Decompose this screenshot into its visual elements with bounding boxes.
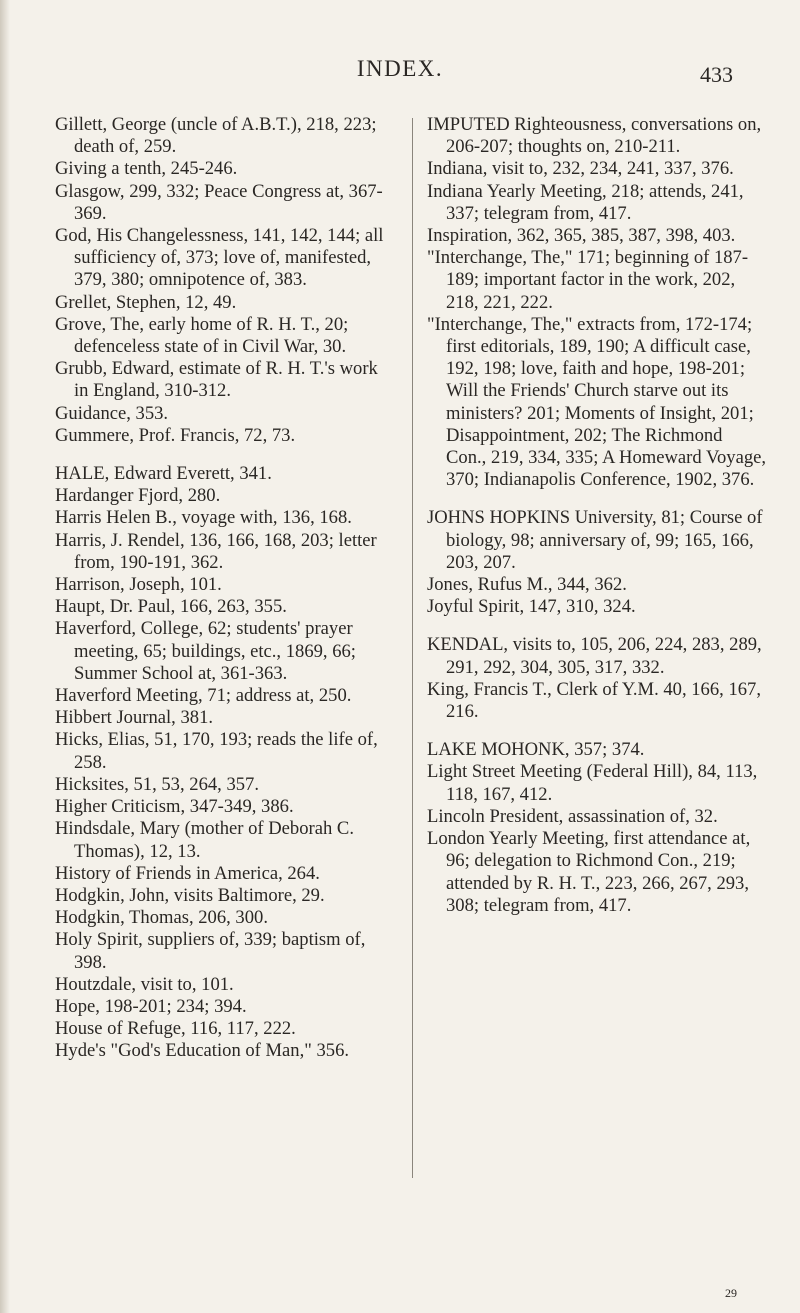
index-entry: Hicksites, 51, 53, 264, 357.	[55, 773, 260, 795]
index-entry: Haverford, College, 62; students' prayer meeting, 65; buildings, etc., 1869, 66; Summer School at, 361-363.	[55, 618, 356, 684]
index-entry: Indiana, visit to, 232, 234, 241, 337, 376.	[427, 158, 734, 180]
binding-gutter	[0, 0, 10, 1313]
left-column	[55, 114, 395, 1063]
index-entry: LAKE MOHONK, 357; 374.	[427, 739, 645, 761]
index-entry: Harrison, Joseph, 101.	[55, 574, 222, 596]
index-entry: Hope, 198-201; 234; 394.	[55, 995, 247, 1017]
index-entry: KENDAL, visits to, 105, 206, 224, 283, 289, 291, 292, 304, 305, 317, 332.	[427, 634, 762, 678]
index-entry: Hodgkin, John, visits Baltimore, 29.	[55, 884, 325, 906]
index-entry: Giving a tenth, 245-246.	[55, 158, 238, 180]
index-entry: History of Friends in America, 264.	[55, 862, 320, 884]
index-entry: Indiana Yearly Meeting, 218; attends, 241, 337; telegram from, 417.	[427, 180, 744, 224]
page-title: INDEX.	[356, 56, 444, 81]
index-entry: JOHNS HOPKINS University, 81; Course of biology, 98; anniversary of, 99; 165, 166, 203, 207.	[427, 507, 763, 573]
index-entry: Gummere, Prof. Francis, 72, 73.	[55, 424, 296, 446]
right-column	[427, 114, 767, 917]
index-entry: House of Refuge, 116, 117, 222.	[55, 1018, 296, 1040]
index-entry: King, Francis T., Clerk of Y.M. 40, 166, 167, 216.	[427, 678, 761, 723]
index-entry: Grove, The, early home of R. H. T., 20; defenceless state of in Civil War, 30.	[55, 313, 349, 358]
index-entry: Jones, Rufus M., 344, 362.	[427, 574, 627, 596]
index-entry: God, His Changelessness, 141, 142, 144; all sufficiency of, 373; love of, manifested, 379, 380; omnipotence of, 383.	[55, 225, 384, 291]
index-entry: HALE, Edward Everett, 341.	[55, 463, 272, 485]
index-entry: Hyde's "God's Education of Man," 356.	[55, 1040, 350, 1062]
index-entry: Joyful Spirit, 147, 310, 324.	[427, 596, 636, 618]
page-number: 433	[700, 62, 733, 87]
index-entry: "Interchange, The," 171; beginning of 187-189; important factor in the work, 202, 218, 221, 222.	[427, 247, 749, 313]
index-entry: Harris, J. Rendel, 136, 166, 168, 203; letter from, 190-191, 362.	[55, 529, 377, 573]
index-entry: Houtzdale, visit to, 101.	[55, 973, 234, 995]
index-entry: Haverford Meeting, 71; address at, 250.	[55, 685, 352, 707]
index-entry: Hodgkin, Thomas, 206, 300.	[55, 907, 268, 929]
index-entry: Harris Helen B., voyage with, 136, 168.	[55, 507, 352, 529]
index-entry: Hindsdale, Mary (mother of Deborah C. Thomas), 12, 13.	[55, 818, 354, 862]
index-entry: Holy Spirit, suppliers of, 339; baptism of, 398.	[55, 929, 366, 973]
index-entry: Guidance, 353.	[55, 402, 169, 424]
index-entry: Glasgow, 299, 332; Peace Congress at, 367-369.	[55, 180, 383, 224]
index-entry: Hicks, Elias, 51, 170, 193; reads the life of, 258.	[55, 729, 378, 773]
index-entry: Light Street Meeting (Federal Hill), 84, 113, 118, 167, 412.	[427, 761, 758, 805]
index-entry: Haupt, Dr. Paul, 166, 263, 355.	[55, 596, 287, 618]
index-entry: Gillett, George (uncle of A.B.T.), 218, 223; death of, 259.	[55, 114, 377, 158]
index-entry: "Interchange, The," extracts from, 172-174; first editorials, 189, 190; A difficult case, 192, 198; love, faith and hope, 198-201; Will the Friends' Church starve out its ministers? 201; Moments of Insight, 201; Disappointment, 202; The Richmond Con., 219, 334, 335; A Homeward Voyage, 370; Indianapolis Conference, 1902, 376.	[427, 313, 767, 491]
column-divider	[412, 118, 413, 1178]
index-entry: Higher Criticism, 347-349, 386.	[55, 796, 294, 818]
index-entry: Hibbert Journal, 381.	[55, 707, 214, 729]
index-entry: IMPUTED Righteousness, conversations on, 206-207; thoughts on, 210-211.	[427, 114, 762, 158]
index-entry: London Yearly Meeting, first attendance at, 96; delegation to Richmond Con., 219; attended by R. H. T., 223, 266, 267, 293, 308; telegram from, 417.	[427, 828, 751, 916]
index-entry: Lincoln President, assassination of, 32.	[427, 805, 718, 827]
index-entry: Hardanger Fjord, 280.	[55, 485, 221, 507]
index-entry: Inspiration, 362, 365, 385, 387, 398, 403.	[427, 225, 736, 247]
index-entry: Grubb, Edward, estimate of R. H. T.'s work in England, 310-312.	[55, 358, 378, 402]
index-entry: Grellet, Stephen, 12, 49.	[55, 291, 237, 313]
signature-mark: 29	[725, 1286, 737, 1300]
